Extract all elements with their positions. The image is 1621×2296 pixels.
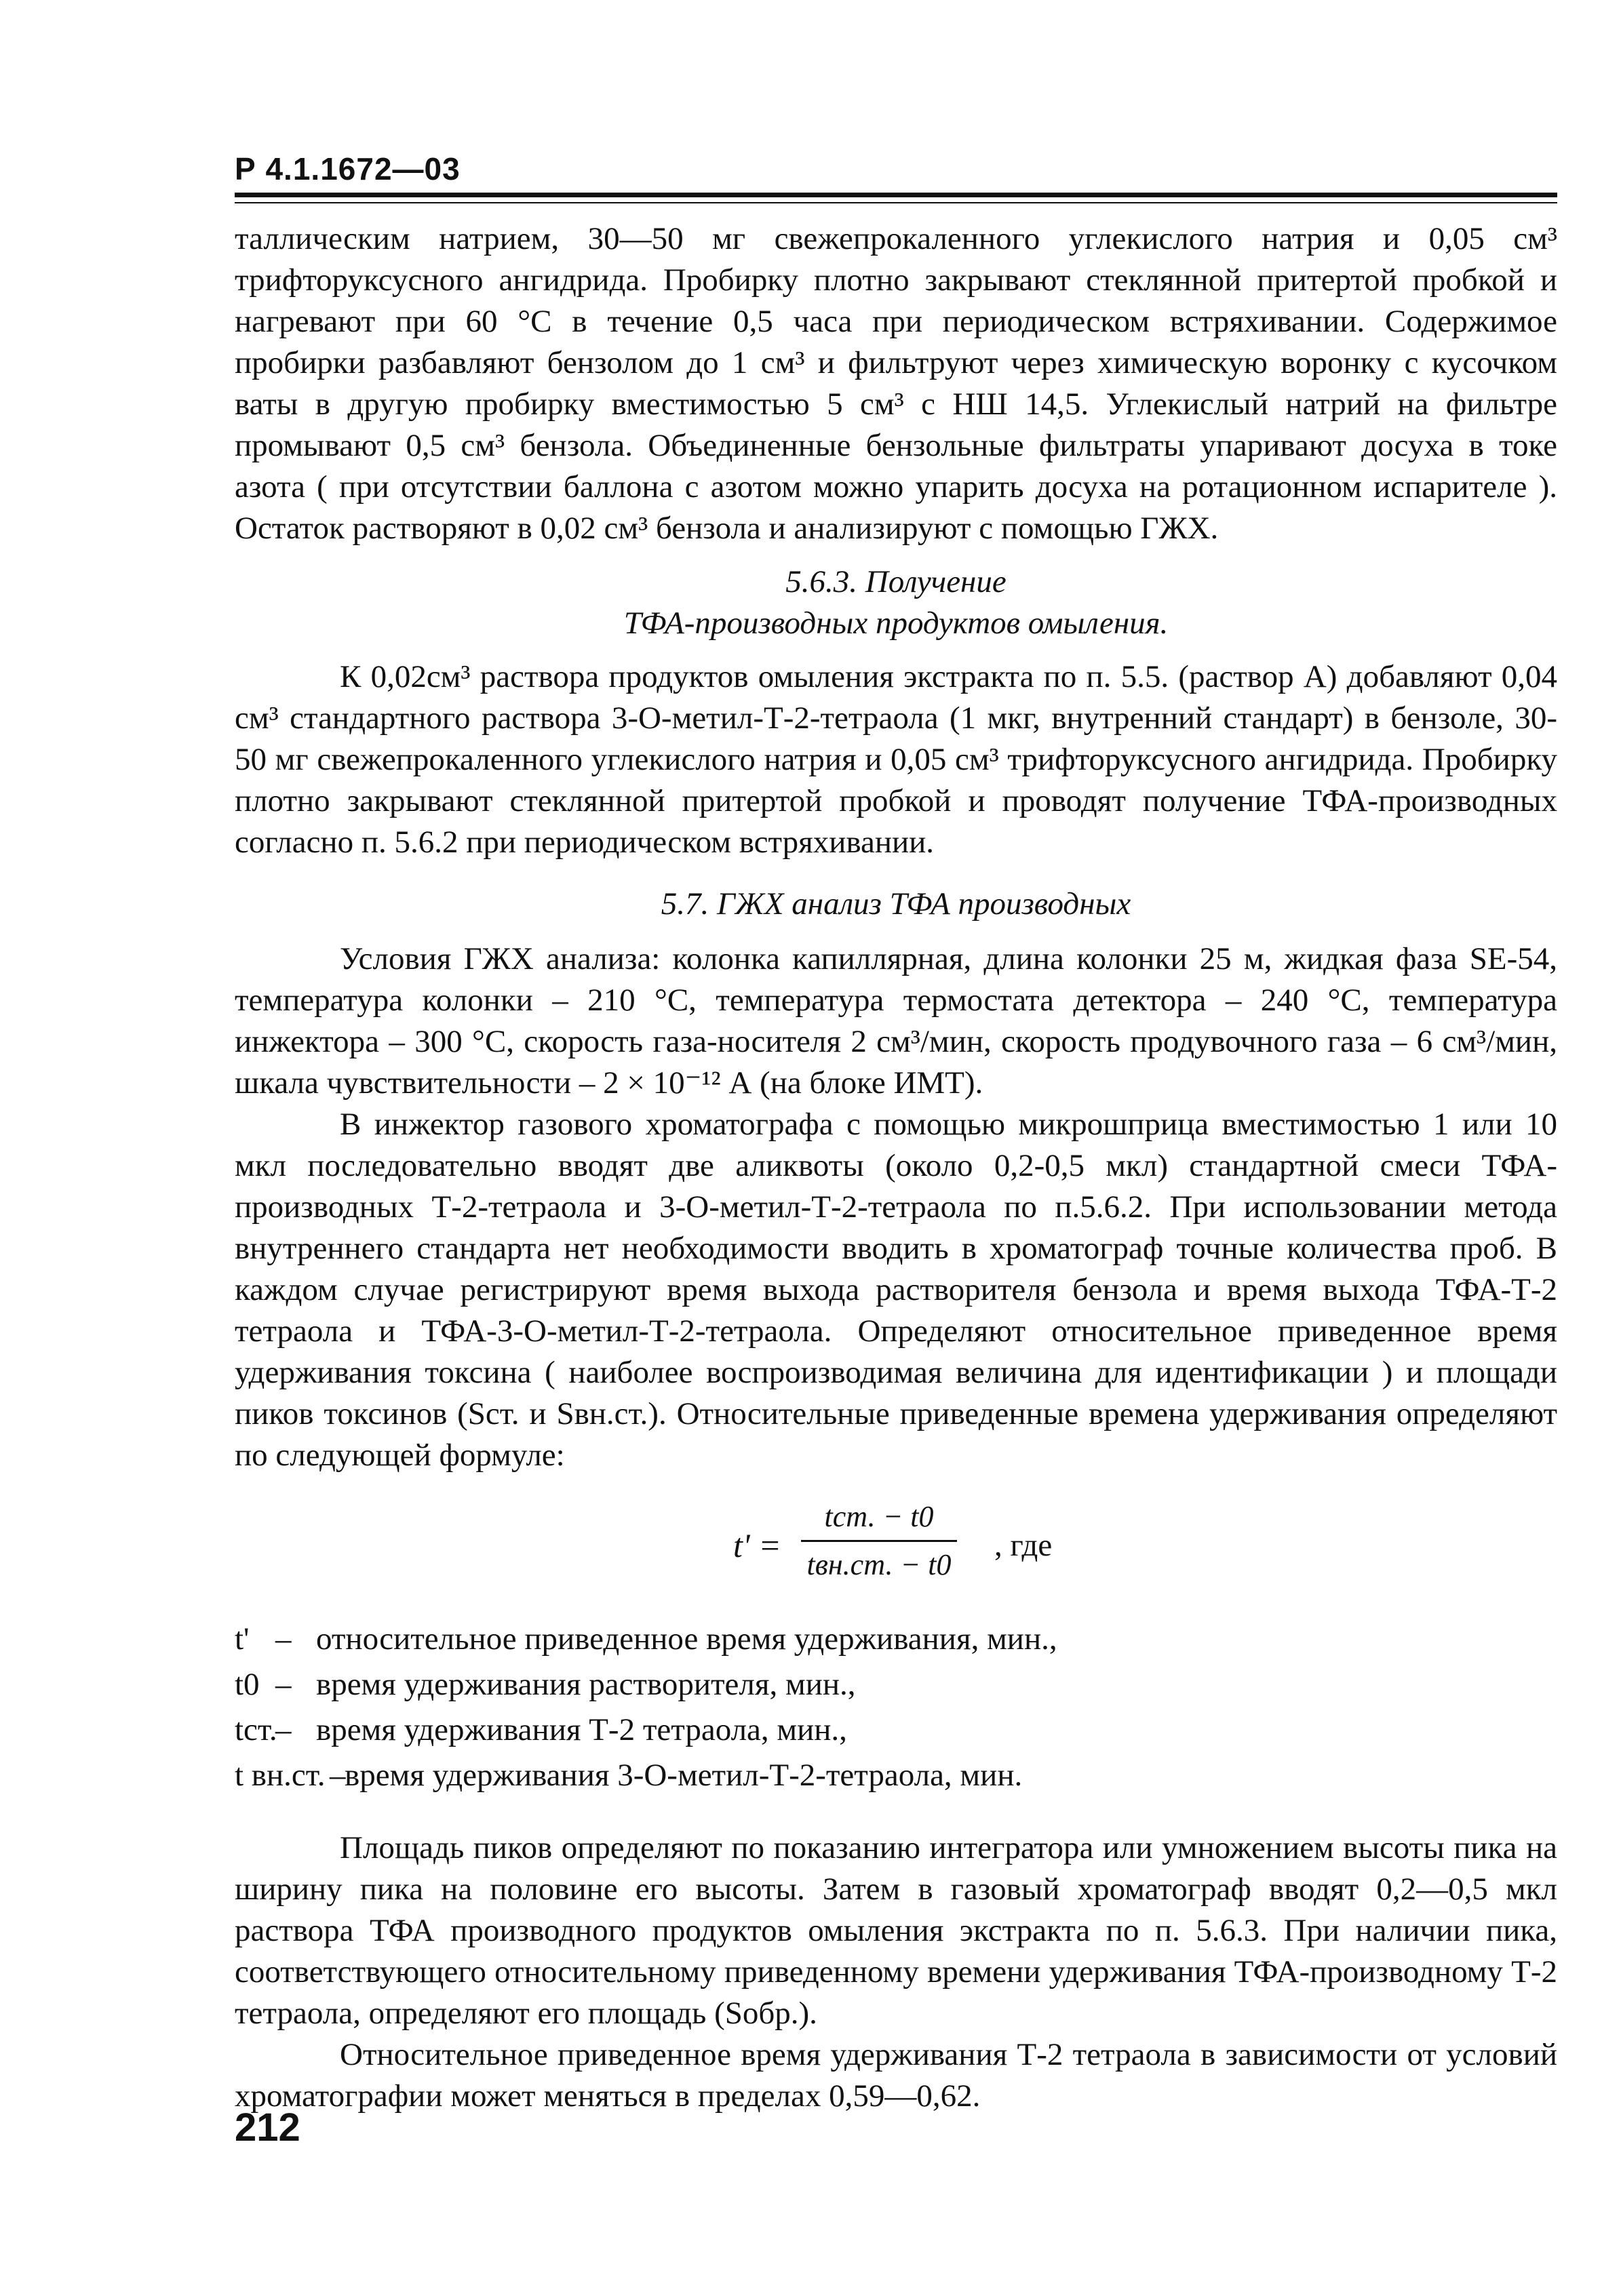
- fraction-bar: [801, 1540, 957, 1542]
- paragraph-tfa-derivatives: К 0,02см³ раствора продуктов омыления экстракта по п. 5.5. (раствор А) добавляют 0,04 см³ стандартного раствора 3-О-метил-Т-2-тетраола (1 мкг, внутренний стандарт) в бензоле, 30-50 мг свежепрокаленного углекислого натрия и 0,05 см³ трифторуксусного ангидрида. Пробирку плотно закрывают стеклянной притертой пробкой и проводят получение ТФА-производных согласно п. 5.6.2 при периодическом встряхивании.: [235, 659, 1557, 860]
- section-heading-5-7: 5.7. ГЖХ анализ ТФА производных: [661, 886, 1131, 922]
- paragraph-continuation: таллическим натрием, 30—50 мг свежепрокаленного углекислого натрия и 0,05 см³ трифторуксусного ангидрида. Пробирку плотно закрывают стеклянной притертой пробкой и нагревают при 60 °С в течение 0,5 часа при периодическом встряхивании. Содержимое пробирки разбавляют бензолом до 1 см³ и фильтруют через химическую воронку с кусочком ваты в другую пробирку вместимостью 5 см³ с НШ 14,5. Углекислый натрий на фильтре промывают 0,5 см³ бензола. Объединенные бензольные фильтраты упаривают досуха в токе азота ( при отсутствии баллона с азотом можно упарить досуха на ротационном испарителе ). Остаток растворяют в 0,02 см³ бензола и анализируют с помощью ГЖХ.: [235, 221, 1557, 546]
- section-heading-5-6-3-line1: 5.6.3. Получение: [785, 564, 1007, 599]
- document-code: Р 4.1.1672—03: [235, 151, 461, 186]
- formula-lhs: t' =: [733, 1526, 781, 1564]
- definition-dash: –: [275, 1667, 292, 1702]
- definition-dash: –: [275, 1621, 292, 1657]
- definition-item: [235, 1619, 1557, 1664]
- definition-text: время удерживания растворителя, мин.,: [316, 1667, 856, 1702]
- definition-symbol: tст.: [235, 1712, 277, 1747]
- formula-block: [235, 1497, 1557, 1605]
- definition-item: [235, 1755, 1557, 1800]
- definition-text: время удерживания 3-О-метил-Т-2-тетраола, мин.: [345, 1758, 1023, 1793]
- definition-dash: –: [330, 1758, 346, 1793]
- definition-item: [235, 1709, 1557, 1755]
- page-number: 212: [235, 2105, 300, 2150]
- definition-text: время удерживания Т-2 тетраола, мин.,: [316, 1712, 847, 1747]
- formula-denominator: tвн.ст. − t0: [806, 1548, 952, 1581]
- header-rule-thin: [235, 202, 1557, 203]
- definition-item: [235, 1664, 1557, 1709]
- definition-text: относительное приведенное время удерживания, мин.,: [316, 1621, 1057, 1657]
- definition-dash: –: [275, 1712, 292, 1747]
- section-heading-5-6-3-line2: ТФА-производных продуктов омыления.: [623, 606, 1169, 641]
- formula-suffix: , где: [994, 1528, 1053, 1563]
- retention-time-formula: [733, 1497, 1222, 1605]
- paragraph-gc-conditions: Условия ГЖХ анализа: колонка капиллярная, длина колонки 25 м, жидкая фаза SE-54, температура колонки – 210 °С, температура термостата детектора – 240 °С, температура инжектора – 300 °С, скорость газа-носителя 2 см³/мин, скорость продувочного газа – 6 см³/мин, шкала чувствительности – 2 × 10⁻¹² А (на блоке ИМТ).: [235, 941, 1557, 1101]
- paragraph-peak-area: Площадь пиков определяют по показанию интегратора или умножением высоты пика на ширину пика на половине его высоты. Затем в газовый хроматограф вводят 0,2—0,5 мкл раствора ТФА производного продуктов омыления экстракта по п. 5.6.3. При наличии пика, соответствующего относительному приведенному времени удерживания ТФА-производному Т-2 тетраола, определяют его площадь (Sобр.).: [235, 1830, 1557, 2031]
- paragraph-retention-range: Относительное приведенное время удерживания Т-2 тетраола в зависимости от условий хроматографии может меняться в пределах 0,59—0,62.: [235, 2037, 1557, 2114]
- header-rule-thick: [235, 193, 1557, 197]
- paragraph-injection: В инжектор газового хроматографа с помощью микрошприца вместимостью 1 или 10 мкл последовательно вводят две аликвоты (около 0,2-0,5 мкл) стандартной смеси ТФА-производных Т-2-тетраола и 3-О-метил-Т-2-тетраола по п.5.6.2. При использовании метода внутреннего стандарта нет необходимости вводить в хроматограф точные количества проб. В каждом случае регистрируют время выхода растворителя бензола и время выхода ТФА-Т-2 тетраола и ТФА-3-О-метил-Т-2-тетраола. Определяют относительное приведенное время удерживания токсина ( наиболее воспроизводимая величина для идентификации ) и площади пиков токсинов (Sст. и Sвн.ст.). Относительные приведенные времена удерживания определяют по следующей формуле:: [235, 1107, 1557, 1473]
- definition-symbol: t0: [235, 1667, 260, 1702]
- definition-symbol: t': [235, 1621, 250, 1657]
- document-body: [235, 218, 1557, 2117]
- definition-symbol: t вн.ст.: [235, 1758, 326, 1793]
- formula-fraction: [801, 1497, 957, 1585]
- definition-list: [235, 1619, 1557, 1800]
- formula-numerator: tст. − t0: [824, 1500, 934, 1533]
